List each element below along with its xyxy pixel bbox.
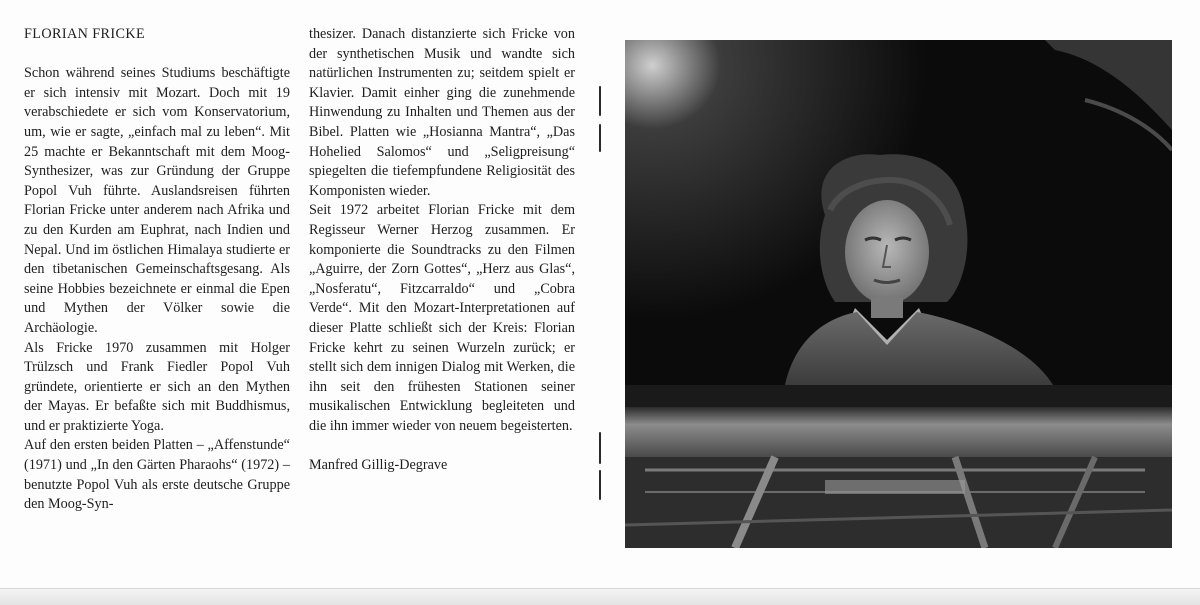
photo-illustration xyxy=(625,40,1172,548)
author-credit: Manfred Gillig-Degrave xyxy=(309,457,448,474)
staple-marks xyxy=(596,0,606,604)
article-title: FLORIAN FRICKE xyxy=(24,26,146,42)
paragraph: thesizer. Danach distanzierte sich Fricke von der synthetischen Musik und wandte sich natürlichen Instrumenten zu; seitdem spielt er Klavier. Damit einher ging die zunehmende Hinwendung zu Inhalten und Themen aus der Bibel. Platten wie „Hosianna Mantra“, „Das Hohelied Salomos“ und „Seligpreisung“ spiegelten die tiefempfundene Religiosität des Komponisten wieder. xyxy=(309,26,575,199)
paragraph: Schon während seines Studiums beschäftigte er sich intensiv mit Mozart. Doch mit 19 verabschiedete er sich vom Konservatorium, um, wie er sagte, „einfach mal zu leben“. Mit 25 machte er Bekanntschaft mit dem Moog-Synthesizer, was zur Gründung der Gruppe Popol Vuh führte. Auslandsreisen führten Florian Fricke unter anderem nach Afrika und zu den Kurden am Euphrat, nach Indien und Nepal. Und im östlichen Himalaya studierte er den tibetanischen Gemeinschaftsgesang. Als seine Hobbies bezeichnete er einmal die Epen und Mythen der Völker sowie die Archäologie. xyxy=(24,65,290,336)
pianist-photo xyxy=(625,40,1172,548)
text-column-middle xyxy=(309,25,575,476)
paragraph: Als Fricke 1970 zusammen mit Holger Trülzsch und Frank Fiedler Popol Vuh gründete, orientierte er sich an den Mythen der Mayas. Er befaßte sich mit Buddhismus, und er praktizierte Yoga. xyxy=(24,339,290,434)
paragraph: Seit 1972 arbeitet Florian Fricke mit dem Regisseur Werner Herzog zusammen. Er komponierte die Soundtracks zu den Filmen „Aguirre, der Zorn Gottes“, „Herz aus Glas“, „Nosferatu“, Fitzcarraldo“ und „Cobra Verde“. Mit den Mozart-Interpretationen auf dieser Platte schließt sich der Kreis: Florian Fricke kehrt zu seinen Wurzeln zurück; er stellt sich dem innigen Dialog mit Werken, die ihn seit den frühesten Stationen seiner musikalischen Entwicklung begleiteten und die ihn immer wieder von neuem begeisterten. xyxy=(309,202,575,434)
paragraph: Auf den ersten beiden Platten – „Affenstunde“ (1971) und „In den Gärten Pharaohs“ (1972) – benutzte Popol Vuh als erste deutsche Gruppe den Moog-Syn- xyxy=(24,437,290,513)
page-edge xyxy=(0,588,1200,605)
text-column-left xyxy=(24,25,290,515)
